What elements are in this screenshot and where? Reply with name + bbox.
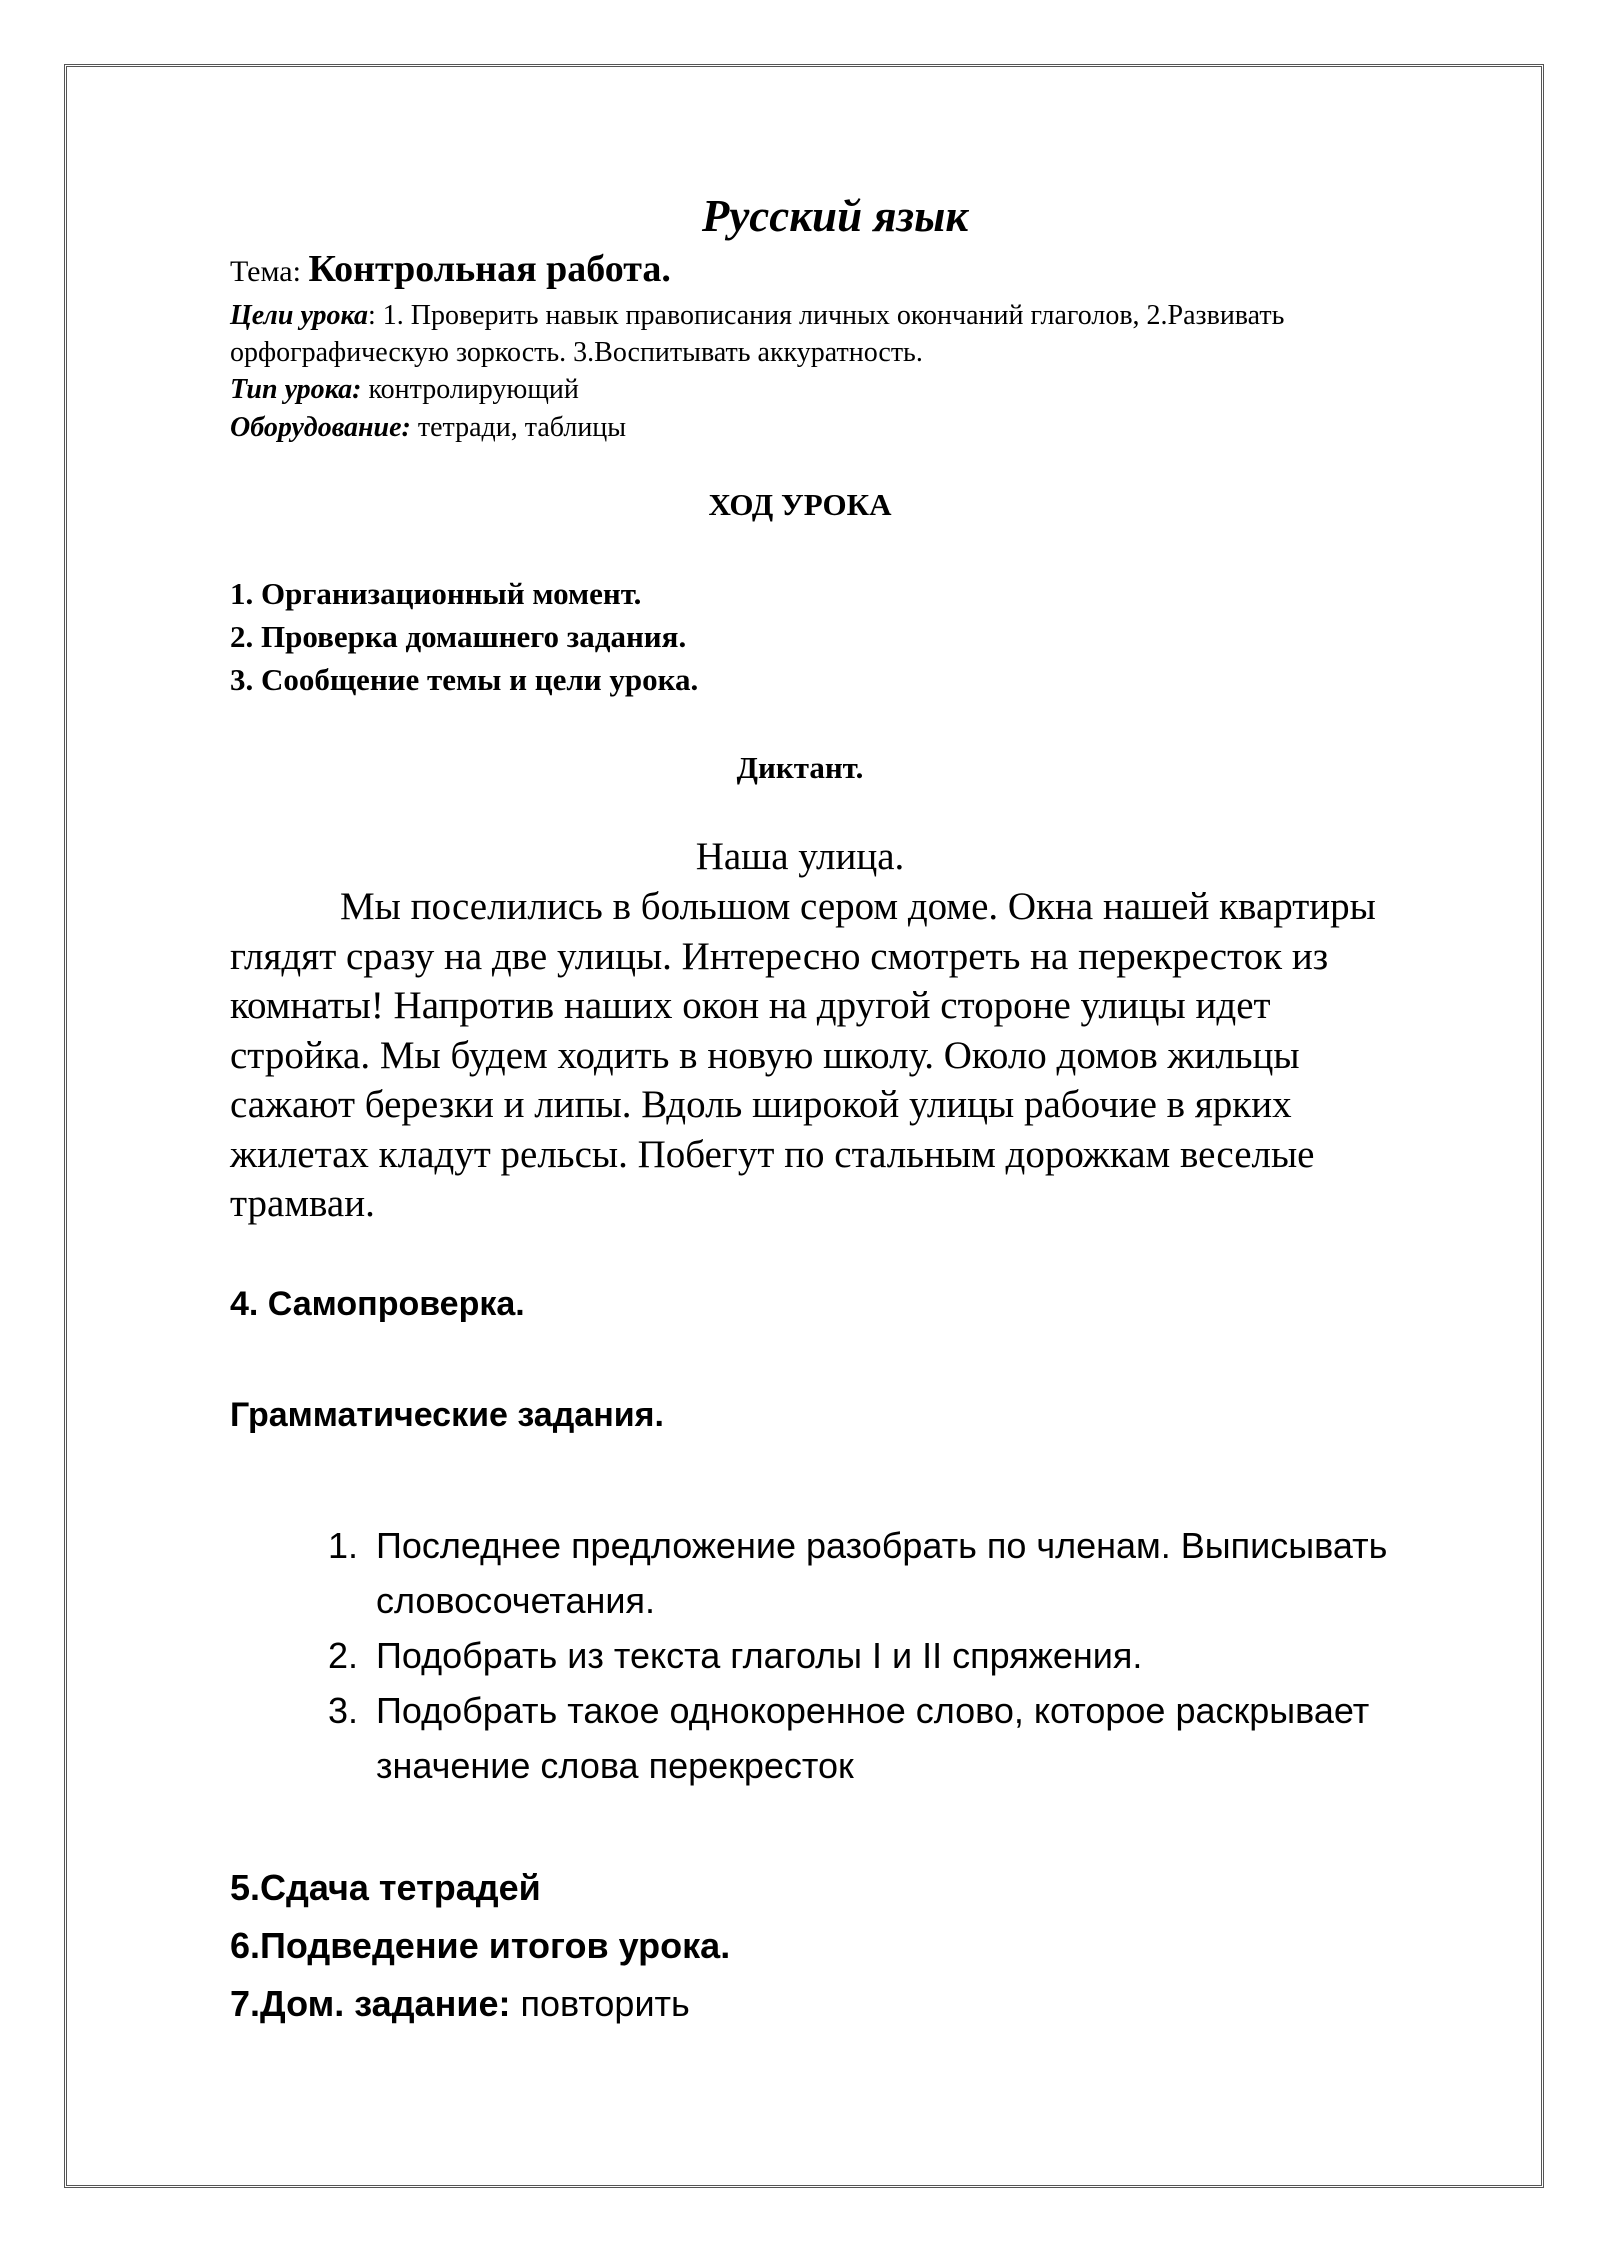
lesson-goals bbox=[230, 297, 1500, 371]
step-notebooks: 5.Сдача тетрадей bbox=[230, 1867, 541, 1908]
dictation-line: сажают березки и липы. Вдоль широкой улицы рабочие в ярких bbox=[230, 1083, 1292, 1126]
dictation-text bbox=[230, 882, 1510, 1229]
stage-item: 2. Проверка домашнего задания. bbox=[230, 619, 687, 654]
dictation-heading: Диктант. bbox=[736, 750, 864, 785]
topic-value: Контрольная работа. bbox=[308, 248, 671, 290]
goals-text-line2: орфографическую зоркость. 3.Воспитывать аккуратность. bbox=[230, 337, 923, 368]
equipment-label: Оборудование: bbox=[230, 412, 411, 443]
task-item bbox=[328, 1683, 1528, 1793]
topic-line bbox=[230, 247, 671, 294]
task-text-line: Подобрать такое однокоренное слово, которое раскрывает bbox=[376, 1690, 1370, 1731]
task-item bbox=[328, 1628, 1528, 1683]
step-summary: 6.Подведение итогов урока. bbox=[230, 1925, 731, 1966]
dictation-line: трамваи. bbox=[230, 1182, 375, 1225]
task-number: 1. bbox=[328, 1525, 359, 1566]
task-text-line: Последнее предложение разобрать по членам. Выписывать bbox=[376, 1525, 1388, 1566]
self-check-heading: 4. Самопроверка. bbox=[230, 1285, 525, 1323]
equipment bbox=[230, 409, 1500, 446]
goals-label: Цели урока bbox=[230, 300, 369, 331]
dictation-title: Наша улица. bbox=[695, 835, 905, 878]
stage-item: 1. Организационный момент. bbox=[230, 576, 642, 611]
lesson-type-label: Тип урока: bbox=[230, 374, 362, 405]
final-steps bbox=[230, 1859, 730, 2033]
lesson-type bbox=[230, 371, 1500, 408]
subject-title: Русский язык bbox=[701, 191, 969, 241]
task-text-line: Подобрать из текста глаголы I и II спряжения. bbox=[376, 1635, 1143, 1676]
dictation-line: комнаты! Напротив наших окон на другой стороне улицы идет bbox=[230, 984, 1271, 1027]
task-item bbox=[328, 1518, 1528, 1628]
topic-label: Тема: bbox=[230, 255, 301, 288]
task-number: 3. bbox=[328, 1690, 359, 1731]
lesson-type-value: контролирующий bbox=[361, 374, 579, 405]
goals-text-line1: : 1. Проверить навык правописания личных окончаний глаголов, 2.Развивать bbox=[368, 300, 1285, 331]
dictation-line: стройка. Мы будем ходить в новую школу. Около домов жильцы bbox=[230, 1033, 1300, 1077]
lesson-stages bbox=[230, 572, 698, 701]
step-homework bbox=[230, 1975, 730, 2033]
dictation-line: жилетах кладут рельсы. Побегут по стальным дорожкам веселые bbox=[230, 1132, 1315, 1176]
dictation-line: глядят сразу на две улицы. Интересно смотреть на перекресток из bbox=[230, 934, 1329, 978]
course-heading: ХОД УРОКА bbox=[708, 487, 892, 522]
homework-label: 7.Дом. задание: bbox=[230, 1983, 511, 2024]
grammar-heading: Грамматические задания. bbox=[230, 1396, 664, 1434]
dictation-line: Мы поселились в большом сером доме. Окна нашей квартиры bbox=[340, 885, 1376, 928]
homework-value: повторить bbox=[510, 1983, 690, 2024]
stage-item: 3. Сообщение темы и цели урока. bbox=[230, 662, 699, 697]
grammar-tasks bbox=[328, 1518, 1528, 1793]
equipment-value: тетради, таблицы bbox=[410, 412, 627, 443]
task-text-line: словосочетания. bbox=[376, 1580, 655, 1621]
task-number: 2. bbox=[328, 1635, 359, 1676]
task-text-line: значение слова перекресток bbox=[376, 1745, 854, 1786]
